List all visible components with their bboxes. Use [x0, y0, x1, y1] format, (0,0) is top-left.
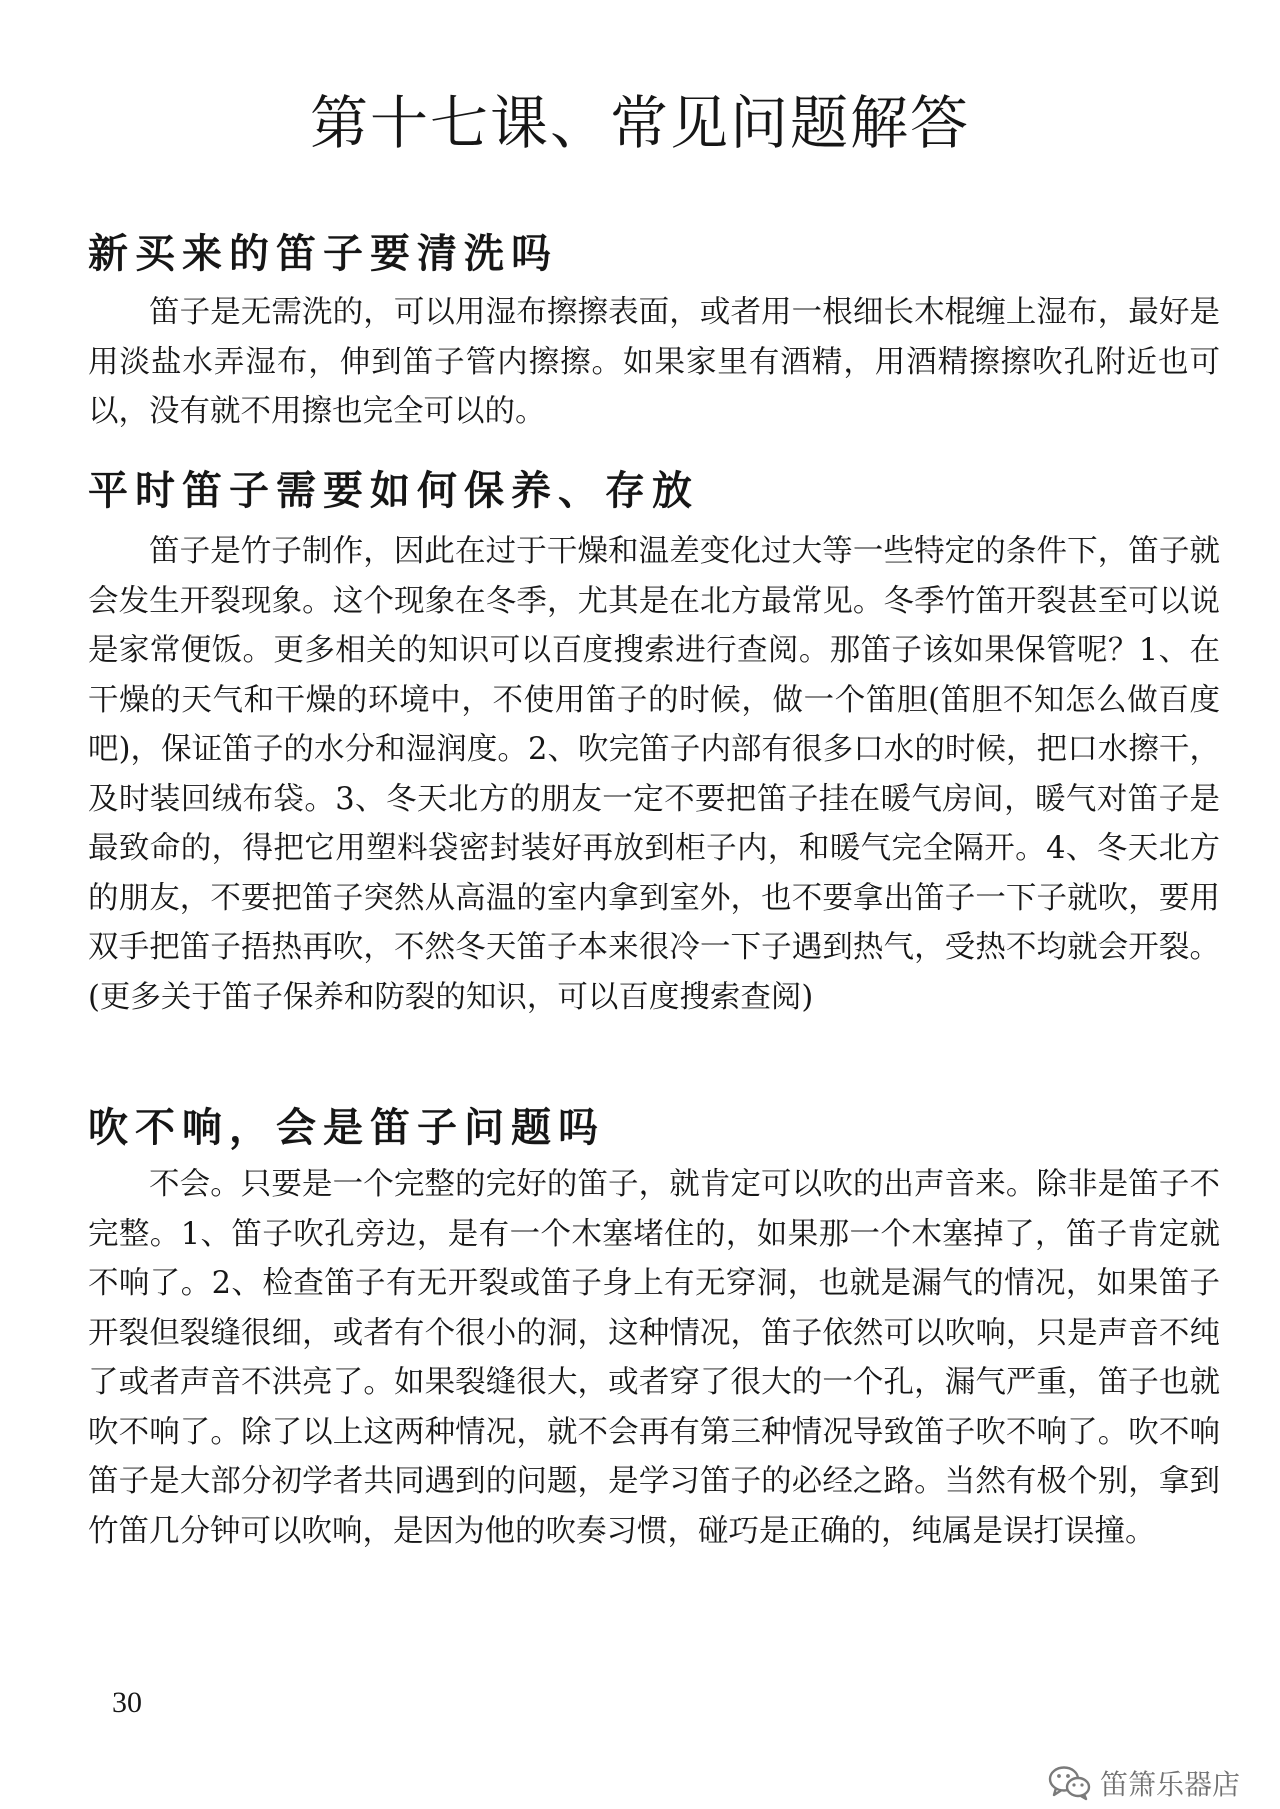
section-heading-no-sound: 吹不响，会是笛子问题吗 [88, 1105, 605, 1151]
section-heading-cleaning: 新买来的笛子要清洗吗 [88, 231, 558, 277]
page-number: 30 [112, 1686, 142, 1719]
page-title: 第十七课、常见问题解答 [309, 89, 970, 157]
wechat-icon [1048, 1765, 1092, 1801]
section-body-no-sound: 不会。只要是一个完整的完好的笛子，就肯定可以吹的出声音来。除非是笛子不完整。1、笛子吹孔旁边，是有一个木塞堵住的，如果那一个木塞掉了，笛子肯定就不响了。2、检查笛子有无开裂或笛子身上有无穿洞，也就是漏气的情况，如果笛子开裂但裂缝很细，或者有个很小的洞，这种情况，笛子依然可以吹响，只是声音不纯了或者声音不洪亮了。如果裂缝很大，或者穿了很大的一个孔，漏气严重，笛子也就吹不响了。除了以上这两种情况，就不会再有第三种情况导致笛子吹不响了。吹不响笛子是大部分初学者共同遇到的问题，是学习笛子的必经之路。当然有极个别，拿到竹笛几分钟可以吹响，是因为他的吹奏习惯，碰巧是正确的，纯属是误打误撞。 [88, 1167, 1220, 1549]
section-body-maintenance: 笛子是竹子制作，因此在过于干燥和温差变化过大等一些特定的条件下，笛子就会发生开裂现象。这个现象在冬季，尤其是在北方最常见。冬季竹笛开裂甚至可以说是家常便饭。更多相关的知识可以百度搜索进行查阅。那笛子该如果保管呢？1、在干燥的天气和干燥的环境中，不使用笛子的时候，做一个笛胆(笛胆不知怎么做百度吧)，保证笛子的水分和湿润度。2、吹完笛子内部有很多口水的时候，把口水擦干，及时装回绒布袋。3、冬天北方的朋友一定不要把笛子挂在暖气房间，暖气对笛子是最致命的，得把它用塑料袋密封装好再放到柜子内，和暖气完全隔开。4、冬天北方的朋友，不要把笛子突然从高温的室内拿到室外，也不要拿出笛子一下子就吹，要用双手把笛子捂热再吹，不然冬天笛子本来很冷一下子遇到热气，受热不均就会开裂。(更多关于笛子保养和防裂的知识，可以百度搜索查阅) [88, 534, 1220, 1015]
section-body-cleaning: 笛子是无需洗的，可以用湿布擦擦表面，或者用一根细长木棍缠上湿布，最好是用淡盐水弄湿布，伸到笛子管内擦擦。如果家里有酒精，用酒精擦擦吹孔附近也可以，没有就不用擦也完全可以的。 [88, 295, 1220, 429]
section-heading-maintenance: 平时笛子需要如何保养、存放 [88, 468, 699, 514]
watermark-text: 笛箫乐器店 [1099, 1768, 1240, 1801]
watermark [1048, 1763, 1240, 1803]
